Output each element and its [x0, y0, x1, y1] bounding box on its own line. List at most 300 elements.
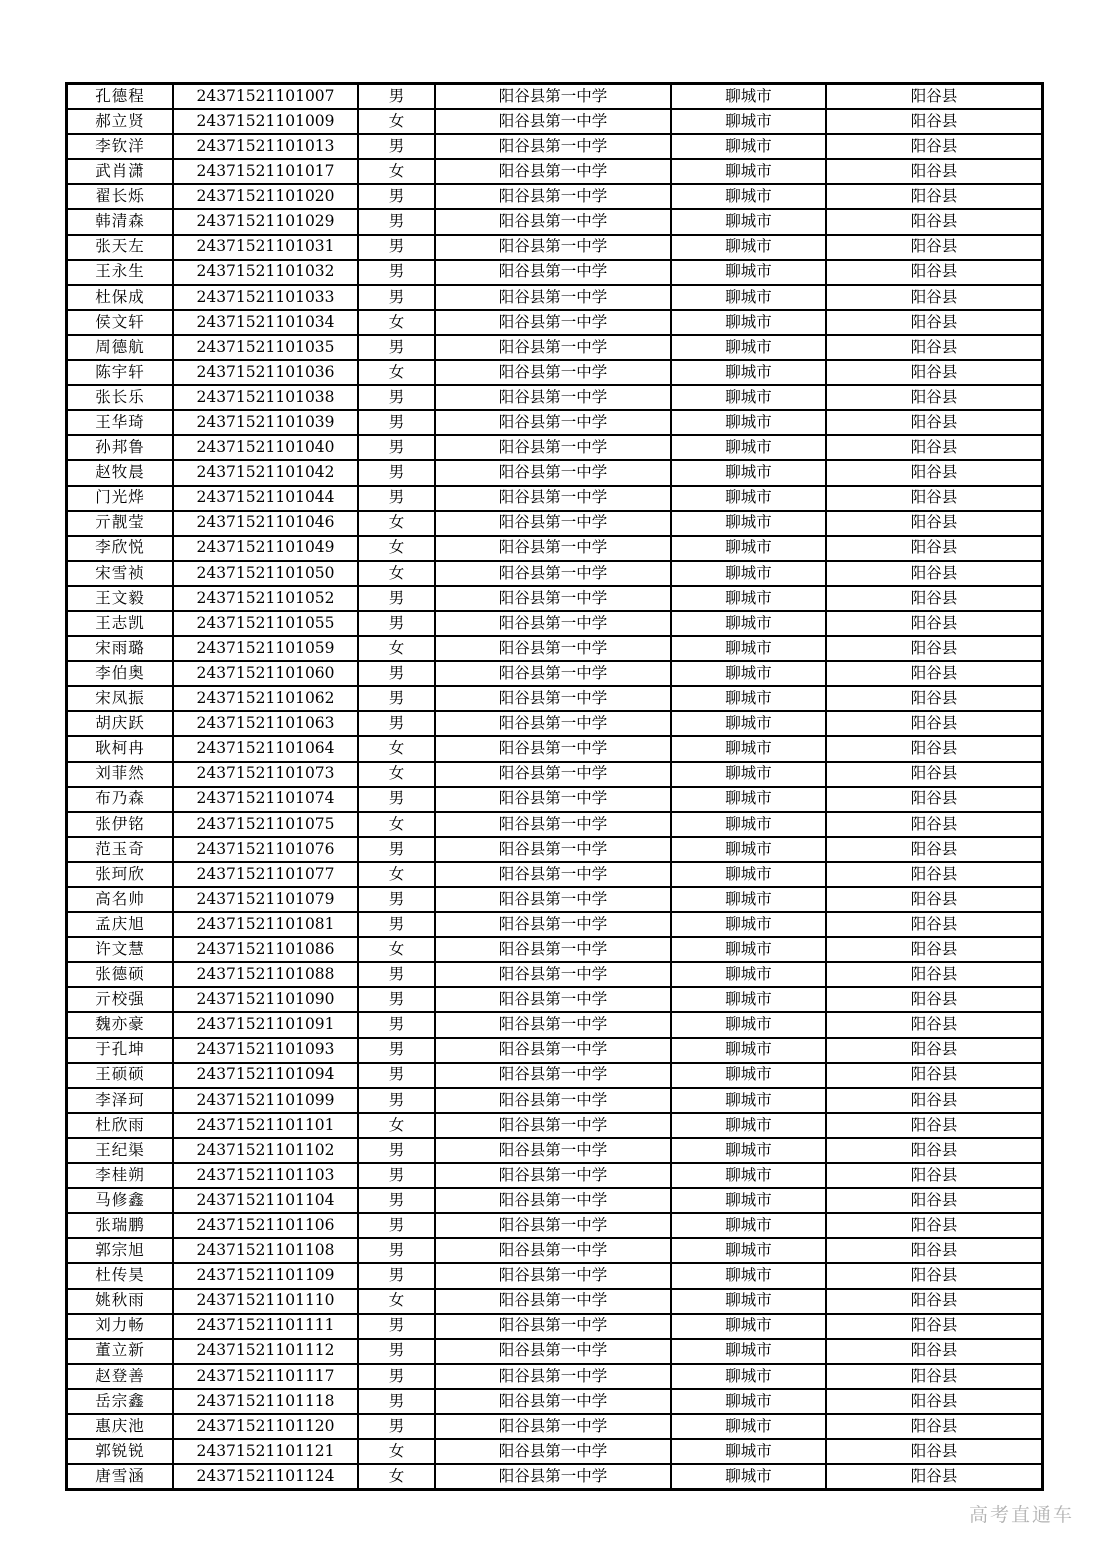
- cell-city: 聊城市: [671, 84, 826, 110]
- cell-exam-id: 24371521101079: [173, 887, 358, 912]
- cell-name: 魏亦豪: [67, 1012, 174, 1037]
- cell-gender: 男: [358, 435, 435, 460]
- cell-city: 聊城市: [671, 159, 826, 184]
- cell-city: 聊城市: [671, 410, 826, 435]
- cell-name: 侯文轩: [67, 310, 174, 335]
- cell-county: 阳谷县: [826, 1464, 1043, 1490]
- table-row: [67, 486, 1043, 511]
- cell-name: 周德航: [67, 335, 174, 360]
- cell-school: 阳谷县第一中学: [435, 460, 671, 485]
- cell-name: 耿柯冉: [67, 736, 174, 761]
- cell-name: 陈宇轩: [67, 360, 174, 385]
- cell-gender: 男: [358, 1012, 435, 1037]
- cell-gender: 女: [358, 862, 435, 887]
- cell-school: 阳谷县第一中学: [435, 159, 671, 184]
- cell-school: 阳谷县第一中学: [435, 310, 671, 335]
- table-row: [67, 335, 1043, 360]
- cell-city: 聊城市: [671, 912, 826, 937]
- cell-county: 阳谷县: [826, 1414, 1043, 1439]
- cell-school: 阳谷县第一中学: [435, 1263, 671, 1288]
- table-row: [67, 1238, 1043, 1263]
- cell-school: 阳谷县第一中学: [435, 1063, 671, 1088]
- table-row: [67, 1439, 1043, 1464]
- table-row: [67, 310, 1043, 335]
- cell-gender: 男: [358, 987, 435, 1012]
- cell-exam-id: 24371521101121: [173, 1439, 358, 1464]
- table-row: [67, 1314, 1043, 1339]
- cell-city: 聊城市: [671, 887, 826, 912]
- cell-school: 阳谷县第一中学: [435, 962, 671, 987]
- cell-gender: 女: [358, 812, 435, 837]
- cell-exam-id: 24371521101120: [173, 1414, 358, 1439]
- cell-gender: 女: [358, 1439, 435, 1464]
- cell-county: 阳谷县: [826, 486, 1043, 511]
- cell-county: 阳谷县: [826, 937, 1043, 962]
- cell-name: 马修鑫: [67, 1188, 174, 1213]
- cell-name: 张天左: [67, 235, 174, 260]
- cell-name: 张珂欣: [67, 862, 174, 887]
- table-row: [67, 1038, 1043, 1063]
- cell-name: 郭锐锐: [67, 1439, 174, 1464]
- table-row: [67, 937, 1043, 962]
- cell-city: 聊城市: [671, 536, 826, 561]
- cell-exam-id: 24371521101050: [173, 561, 358, 586]
- cell-school: 阳谷县第一中学: [435, 1314, 671, 1339]
- cell-school: 阳谷县第一中学: [435, 335, 671, 360]
- cell-name: 亓靓莹: [67, 511, 174, 536]
- table-row: [67, 1414, 1043, 1439]
- cell-school: 阳谷县第一中学: [435, 84, 671, 110]
- cell-city: 聊城市: [671, 711, 826, 736]
- cell-name: 武肖潇: [67, 159, 174, 184]
- cell-name: 杜欣雨: [67, 1113, 174, 1138]
- cell-gender: 男: [358, 1238, 435, 1263]
- cell-school: 阳谷县第一中学: [435, 410, 671, 435]
- cell-county: 阳谷县: [826, 260, 1043, 285]
- cell-gender: 男: [358, 1364, 435, 1389]
- cell-name: 张德硕: [67, 962, 174, 987]
- table-row: [67, 762, 1043, 787]
- cell-county: 阳谷县: [826, 611, 1043, 636]
- cell-school: 阳谷县第一中学: [435, 711, 671, 736]
- cell-county: 阳谷县: [826, 1213, 1043, 1238]
- cell-city: 聊城市: [671, 1113, 826, 1138]
- cell-gender: 女: [358, 636, 435, 661]
- table-row: [67, 912, 1043, 937]
- cell-county: 阳谷县: [826, 762, 1043, 787]
- table-row: [67, 1339, 1043, 1364]
- table-row: [67, 159, 1043, 184]
- cell-gender: 女: [358, 561, 435, 586]
- cell-city: 聊城市: [671, 1263, 826, 1288]
- cell-exam-id: 24371521101020: [173, 184, 358, 209]
- cell-exam-id: 24371521101117: [173, 1364, 358, 1389]
- cell-city: 聊城市: [671, 1314, 826, 1339]
- cell-school: 阳谷县第一中学: [435, 1389, 671, 1414]
- cell-name: 李桂朔: [67, 1163, 174, 1188]
- table-row: [67, 435, 1043, 460]
- cell-exam-id: 24371521101103: [173, 1163, 358, 1188]
- cell-county: 阳谷县: [826, 335, 1043, 360]
- cell-county: 阳谷县: [826, 962, 1043, 987]
- cell-name: 董立新: [67, 1339, 174, 1364]
- cell-county: 阳谷县: [826, 1289, 1043, 1314]
- cell-name: 李伯奥: [67, 661, 174, 686]
- cell-name: 李钦洋: [67, 134, 174, 159]
- cell-city: 聊城市: [671, 511, 826, 536]
- cell-exam-id: 24371521101104: [173, 1188, 358, 1213]
- table-row: [67, 987, 1043, 1012]
- cell-city: 聊城市: [671, 385, 826, 410]
- cell-gender: 男: [358, 912, 435, 937]
- table-row: [67, 260, 1043, 285]
- cell-gender: 男: [358, 486, 435, 511]
- cell-county: 阳谷县: [826, 887, 1043, 912]
- cell-gender: 男: [358, 586, 435, 611]
- cell-city: 聊城市: [671, 937, 826, 962]
- cell-gender: 男: [358, 235, 435, 260]
- cell-name: 李泽珂: [67, 1088, 174, 1113]
- cell-city: 聊城市: [671, 1289, 826, 1314]
- cell-name: 张长乐: [67, 385, 174, 410]
- cell-gender: 男: [358, 1263, 435, 1288]
- cell-city: 聊城市: [671, 636, 826, 661]
- table-row: [67, 636, 1043, 661]
- cell-city: 聊城市: [671, 1414, 826, 1439]
- cell-name: 孙邦鲁: [67, 435, 174, 460]
- cell-exam-id: 24371521101093: [173, 1038, 358, 1063]
- cell-exam-id: 24371521101086: [173, 937, 358, 962]
- table-row: [67, 1063, 1043, 1088]
- table-row: [67, 962, 1043, 987]
- cell-name: 刘菲然: [67, 762, 174, 787]
- table-row: [67, 1012, 1043, 1037]
- cell-exam-id: 24371521101090: [173, 987, 358, 1012]
- cell-city: 聊城市: [671, 1063, 826, 1088]
- cell-city: 聊城市: [671, 360, 826, 385]
- cell-city: 聊城市: [671, 134, 826, 159]
- cell-school: 阳谷县第一中学: [435, 636, 671, 661]
- cell-gender: 男: [358, 1038, 435, 1063]
- cell-name: 翟长烁: [67, 184, 174, 209]
- cell-city: 聊城市: [671, 686, 826, 711]
- cell-school: 阳谷县第一中学: [435, 987, 671, 1012]
- table-row: [67, 1263, 1043, 1288]
- cell-exam-id: 24371521101106: [173, 1213, 358, 1238]
- cell-school: 阳谷县第一中学: [435, 536, 671, 561]
- cell-gender: 男: [358, 1213, 435, 1238]
- cell-school: 阳谷县第一中学: [435, 385, 671, 410]
- cell-school: 阳谷县第一中学: [435, 561, 671, 586]
- cell-county: 阳谷县: [826, 1138, 1043, 1163]
- cell-exam-id: 24371521101060: [173, 661, 358, 686]
- cell-school: 阳谷县第一中学: [435, 1289, 671, 1314]
- cell-city: 聊城市: [671, 460, 826, 485]
- cell-gender: 女: [358, 310, 435, 335]
- cell-school: 阳谷县第一中学: [435, 887, 671, 912]
- table-row: [67, 84, 1043, 110]
- cell-school: 阳谷县第一中学: [435, 1339, 671, 1364]
- cell-county: 阳谷县: [826, 862, 1043, 887]
- cell-city: 聊城市: [671, 335, 826, 360]
- table-row: [67, 561, 1043, 586]
- cell-school: 阳谷县第一中学: [435, 1439, 671, 1464]
- cell-exam-id: 24371521101077: [173, 862, 358, 887]
- table-row: [67, 1088, 1043, 1113]
- cell-school: 阳谷县第一中学: [435, 1364, 671, 1389]
- table-row: [67, 285, 1043, 310]
- cell-gender: 男: [358, 1063, 435, 1088]
- table-row: [67, 1188, 1043, 1213]
- cell-city: 聊城市: [671, 862, 826, 887]
- cell-exam-id: 24371521101036: [173, 360, 358, 385]
- cell-gender: 男: [358, 1314, 435, 1339]
- cell-gender: 女: [358, 762, 435, 787]
- cell-name: 张瑞鹏: [67, 1213, 174, 1238]
- cell-county: 阳谷县: [826, 536, 1043, 561]
- cell-school: 阳谷县第一中学: [435, 661, 671, 686]
- cell-city: 聊城市: [671, 962, 826, 987]
- cell-gender: 女: [358, 511, 435, 536]
- cell-gender: 男: [358, 1389, 435, 1414]
- cell-city: 聊城市: [671, 1088, 826, 1113]
- cell-county: 阳谷县: [826, 184, 1043, 209]
- cell-county: 阳谷县: [826, 209, 1043, 234]
- cell-city: 聊城市: [671, 611, 826, 636]
- table-row: [67, 1163, 1043, 1188]
- cell-exam-id: 24371521101013: [173, 134, 358, 159]
- cell-name: 亓校强: [67, 987, 174, 1012]
- cell-name: 杜传昊: [67, 1263, 174, 1288]
- cell-school: 阳谷县第一中学: [435, 812, 671, 837]
- cell-exam-id: 24371521101040: [173, 435, 358, 460]
- cell-name: 李欣悦: [67, 536, 174, 561]
- cell-city: 聊城市: [671, 787, 826, 812]
- cell-city: 聊城市: [671, 435, 826, 460]
- cell-school: 阳谷县第一中学: [435, 1088, 671, 1113]
- cell-exam-id: 24371521101111: [173, 1314, 358, 1339]
- cell-gender: 男: [358, 1414, 435, 1439]
- cell-city: 聊城市: [671, 1138, 826, 1163]
- cell-exam-id: 24371521101075: [173, 812, 358, 837]
- cell-exam-id: 24371521101109: [173, 1263, 358, 1288]
- table-row: [67, 837, 1043, 862]
- cell-gender: 男: [358, 1188, 435, 1213]
- cell-exam-id: 24371521101091: [173, 1012, 358, 1037]
- cell-exam-id: 24371521101112: [173, 1339, 358, 1364]
- cell-county: 阳谷县: [826, 686, 1043, 711]
- cell-exam-id: 24371521101124: [173, 1464, 358, 1490]
- cell-name: 于孔坤: [67, 1038, 174, 1063]
- cell-name: 宋凤振: [67, 686, 174, 711]
- cell-county: 阳谷县: [826, 636, 1043, 661]
- table-row: [67, 812, 1043, 837]
- cell-gender: 男: [358, 134, 435, 159]
- cell-county: 阳谷县: [826, 1263, 1043, 1288]
- cell-school: 阳谷县第一中学: [435, 360, 671, 385]
- cell-school: 阳谷县第一中学: [435, 435, 671, 460]
- cell-county: 阳谷县: [826, 661, 1043, 686]
- student-list-table: [65, 82, 1044, 1491]
- cell-gender: 女: [358, 937, 435, 962]
- cell-city: 聊城市: [671, 1012, 826, 1037]
- cell-county: 阳谷县: [826, 235, 1043, 260]
- cell-name: 宋雪祯: [67, 561, 174, 586]
- cell-exam-id: 24371521101074: [173, 787, 358, 812]
- cell-name: 王志凯: [67, 611, 174, 636]
- cell-school: 阳谷县第一中学: [435, 837, 671, 862]
- table-row: [67, 1289, 1043, 1314]
- cell-name: 王文毅: [67, 586, 174, 611]
- cell-county: 阳谷县: [826, 1038, 1043, 1063]
- cell-county: 阳谷县: [826, 1113, 1043, 1138]
- cell-city: 聊城市: [671, 586, 826, 611]
- cell-city: 聊城市: [671, 1364, 826, 1389]
- table-row: [67, 1464, 1043, 1490]
- cell-exam-id: 24371521101049: [173, 536, 358, 561]
- cell-gender: 女: [358, 1289, 435, 1314]
- cell-school: 阳谷县第一中学: [435, 937, 671, 962]
- cell-name: 范玉奇: [67, 837, 174, 862]
- cell-name: 王纪渠: [67, 1138, 174, 1163]
- table-row: [67, 109, 1043, 134]
- cell-county: 阳谷县: [826, 1088, 1043, 1113]
- cell-exam-id: 24371521101035: [173, 335, 358, 360]
- cell-school: 阳谷县第一中学: [435, 285, 671, 310]
- cell-gender: 男: [358, 460, 435, 485]
- cell-exam-id: 24371521101110: [173, 1289, 358, 1314]
- cell-school: 阳谷县第一中学: [435, 1138, 671, 1163]
- cell-exam-id: 24371521101055: [173, 611, 358, 636]
- cell-exam-id: 24371521101044: [173, 486, 358, 511]
- cell-school: 阳谷县第一中学: [435, 1414, 671, 1439]
- cell-gender: 男: [358, 837, 435, 862]
- cell-city: 聊城市: [671, 1188, 826, 1213]
- table-row: [67, 711, 1043, 736]
- cell-school: 阳谷县第一中学: [435, 1188, 671, 1213]
- cell-city: 聊城市: [671, 1339, 826, 1364]
- cell-city: 聊城市: [671, 1464, 826, 1490]
- cell-school: 阳谷县第一中学: [435, 686, 671, 711]
- cell-exam-id: 24371521101099: [173, 1088, 358, 1113]
- cell-city: 聊城市: [671, 235, 826, 260]
- cell-school: 阳谷县第一中学: [435, 209, 671, 234]
- cell-city: 聊城市: [671, 1163, 826, 1188]
- table-row: [67, 235, 1043, 260]
- cell-exam-id: 24371521101108: [173, 1238, 358, 1263]
- table-row: [67, 586, 1043, 611]
- cell-name: 王硕硕: [67, 1063, 174, 1088]
- cell-school: 阳谷县第一中学: [435, 586, 671, 611]
- cell-gender: 男: [358, 962, 435, 987]
- cell-school: 阳谷县第一中学: [435, 912, 671, 937]
- cell-gender: 男: [358, 335, 435, 360]
- cell-school: 阳谷县第一中学: [435, 184, 671, 209]
- cell-exam-id: 24371521101017: [173, 159, 358, 184]
- cell-gender: 男: [358, 184, 435, 209]
- cell-exam-id: 24371521101088: [173, 962, 358, 987]
- cell-county: 阳谷县: [826, 812, 1043, 837]
- cell-name: 杜保成: [67, 285, 174, 310]
- cell-school: 阳谷县第一中学: [435, 1163, 671, 1188]
- cell-county: 阳谷县: [826, 561, 1043, 586]
- cell-county: 阳谷县: [826, 787, 1043, 812]
- cell-name: 郝立贤: [67, 109, 174, 134]
- cell-city: 聊城市: [671, 1038, 826, 1063]
- cell-county: 阳谷县: [826, 1063, 1043, 1088]
- cell-school: 阳谷县第一中学: [435, 134, 671, 159]
- cell-exam-id: 24371521101063: [173, 711, 358, 736]
- cell-school: 阳谷县第一中学: [435, 787, 671, 812]
- cell-city: 聊城市: [671, 1213, 826, 1238]
- cell-name: 布乃森: [67, 787, 174, 812]
- cell-county: 阳谷县: [826, 134, 1043, 159]
- cell-county: 阳谷县: [826, 285, 1043, 310]
- cell-exam-id: 24371521101064: [173, 736, 358, 761]
- cell-county: 阳谷县: [826, 385, 1043, 410]
- table-row: [67, 1113, 1043, 1138]
- table-row: [67, 209, 1043, 234]
- cell-exam-id: 24371521101029: [173, 209, 358, 234]
- cell-school: 阳谷县第一中学: [435, 762, 671, 787]
- table-row: [67, 736, 1043, 761]
- table-row: [67, 686, 1043, 711]
- table-row: [67, 1389, 1043, 1414]
- cell-city: 聊城市: [671, 1439, 826, 1464]
- cell-school: 阳谷县第一中学: [435, 1038, 671, 1063]
- cell-gender: 男: [358, 711, 435, 736]
- cell-name: 张伊铭: [67, 812, 174, 837]
- cell-exam-id: 24371521101062: [173, 686, 358, 711]
- cell-gender: 男: [358, 611, 435, 636]
- cell-school: 阳谷县第一中学: [435, 109, 671, 134]
- table-row: [67, 410, 1043, 435]
- cell-school: 阳谷县第一中学: [435, 1238, 671, 1263]
- table-row: [67, 134, 1043, 159]
- cell-gender: 男: [358, 1163, 435, 1188]
- cell-county: 阳谷县: [826, 1364, 1043, 1389]
- cell-county: 阳谷县: [826, 511, 1043, 536]
- cell-gender: 女: [358, 1464, 435, 1490]
- cell-gender: 女: [358, 159, 435, 184]
- cell-school: 阳谷县第一中学: [435, 486, 671, 511]
- cell-county: 阳谷县: [826, 912, 1043, 937]
- cell-gender: 男: [358, 410, 435, 435]
- table-row: [67, 611, 1043, 636]
- cell-school: 阳谷县第一中学: [435, 1012, 671, 1037]
- cell-county: 阳谷县: [826, 736, 1043, 761]
- cell-city: 聊城市: [671, 260, 826, 285]
- cell-school: 阳谷县第一中学: [435, 1213, 671, 1238]
- cell-county: 阳谷县: [826, 109, 1043, 134]
- cell-city: 聊城市: [671, 762, 826, 787]
- cell-exam-id: 24371521101101: [173, 1113, 358, 1138]
- cell-county: 阳谷县: [826, 837, 1043, 862]
- cell-name: 许文慧: [67, 937, 174, 962]
- cell-exam-id: 24371521101094: [173, 1063, 358, 1088]
- cell-name: 韩清森: [67, 209, 174, 234]
- table-row: [67, 1138, 1043, 1163]
- cell-name: 岳宗鑫: [67, 1389, 174, 1414]
- cell-exam-id: 24371521101042: [173, 460, 358, 485]
- cell-gender: 女: [358, 109, 435, 134]
- cell-county: 阳谷县: [826, 435, 1043, 460]
- cell-city: 聊城市: [671, 837, 826, 862]
- cell-gender: 女: [358, 1113, 435, 1138]
- cell-city: 聊城市: [671, 987, 826, 1012]
- cell-school: 阳谷县第一中学: [435, 1464, 671, 1490]
- student-table-body: [67, 84, 1043, 1490]
